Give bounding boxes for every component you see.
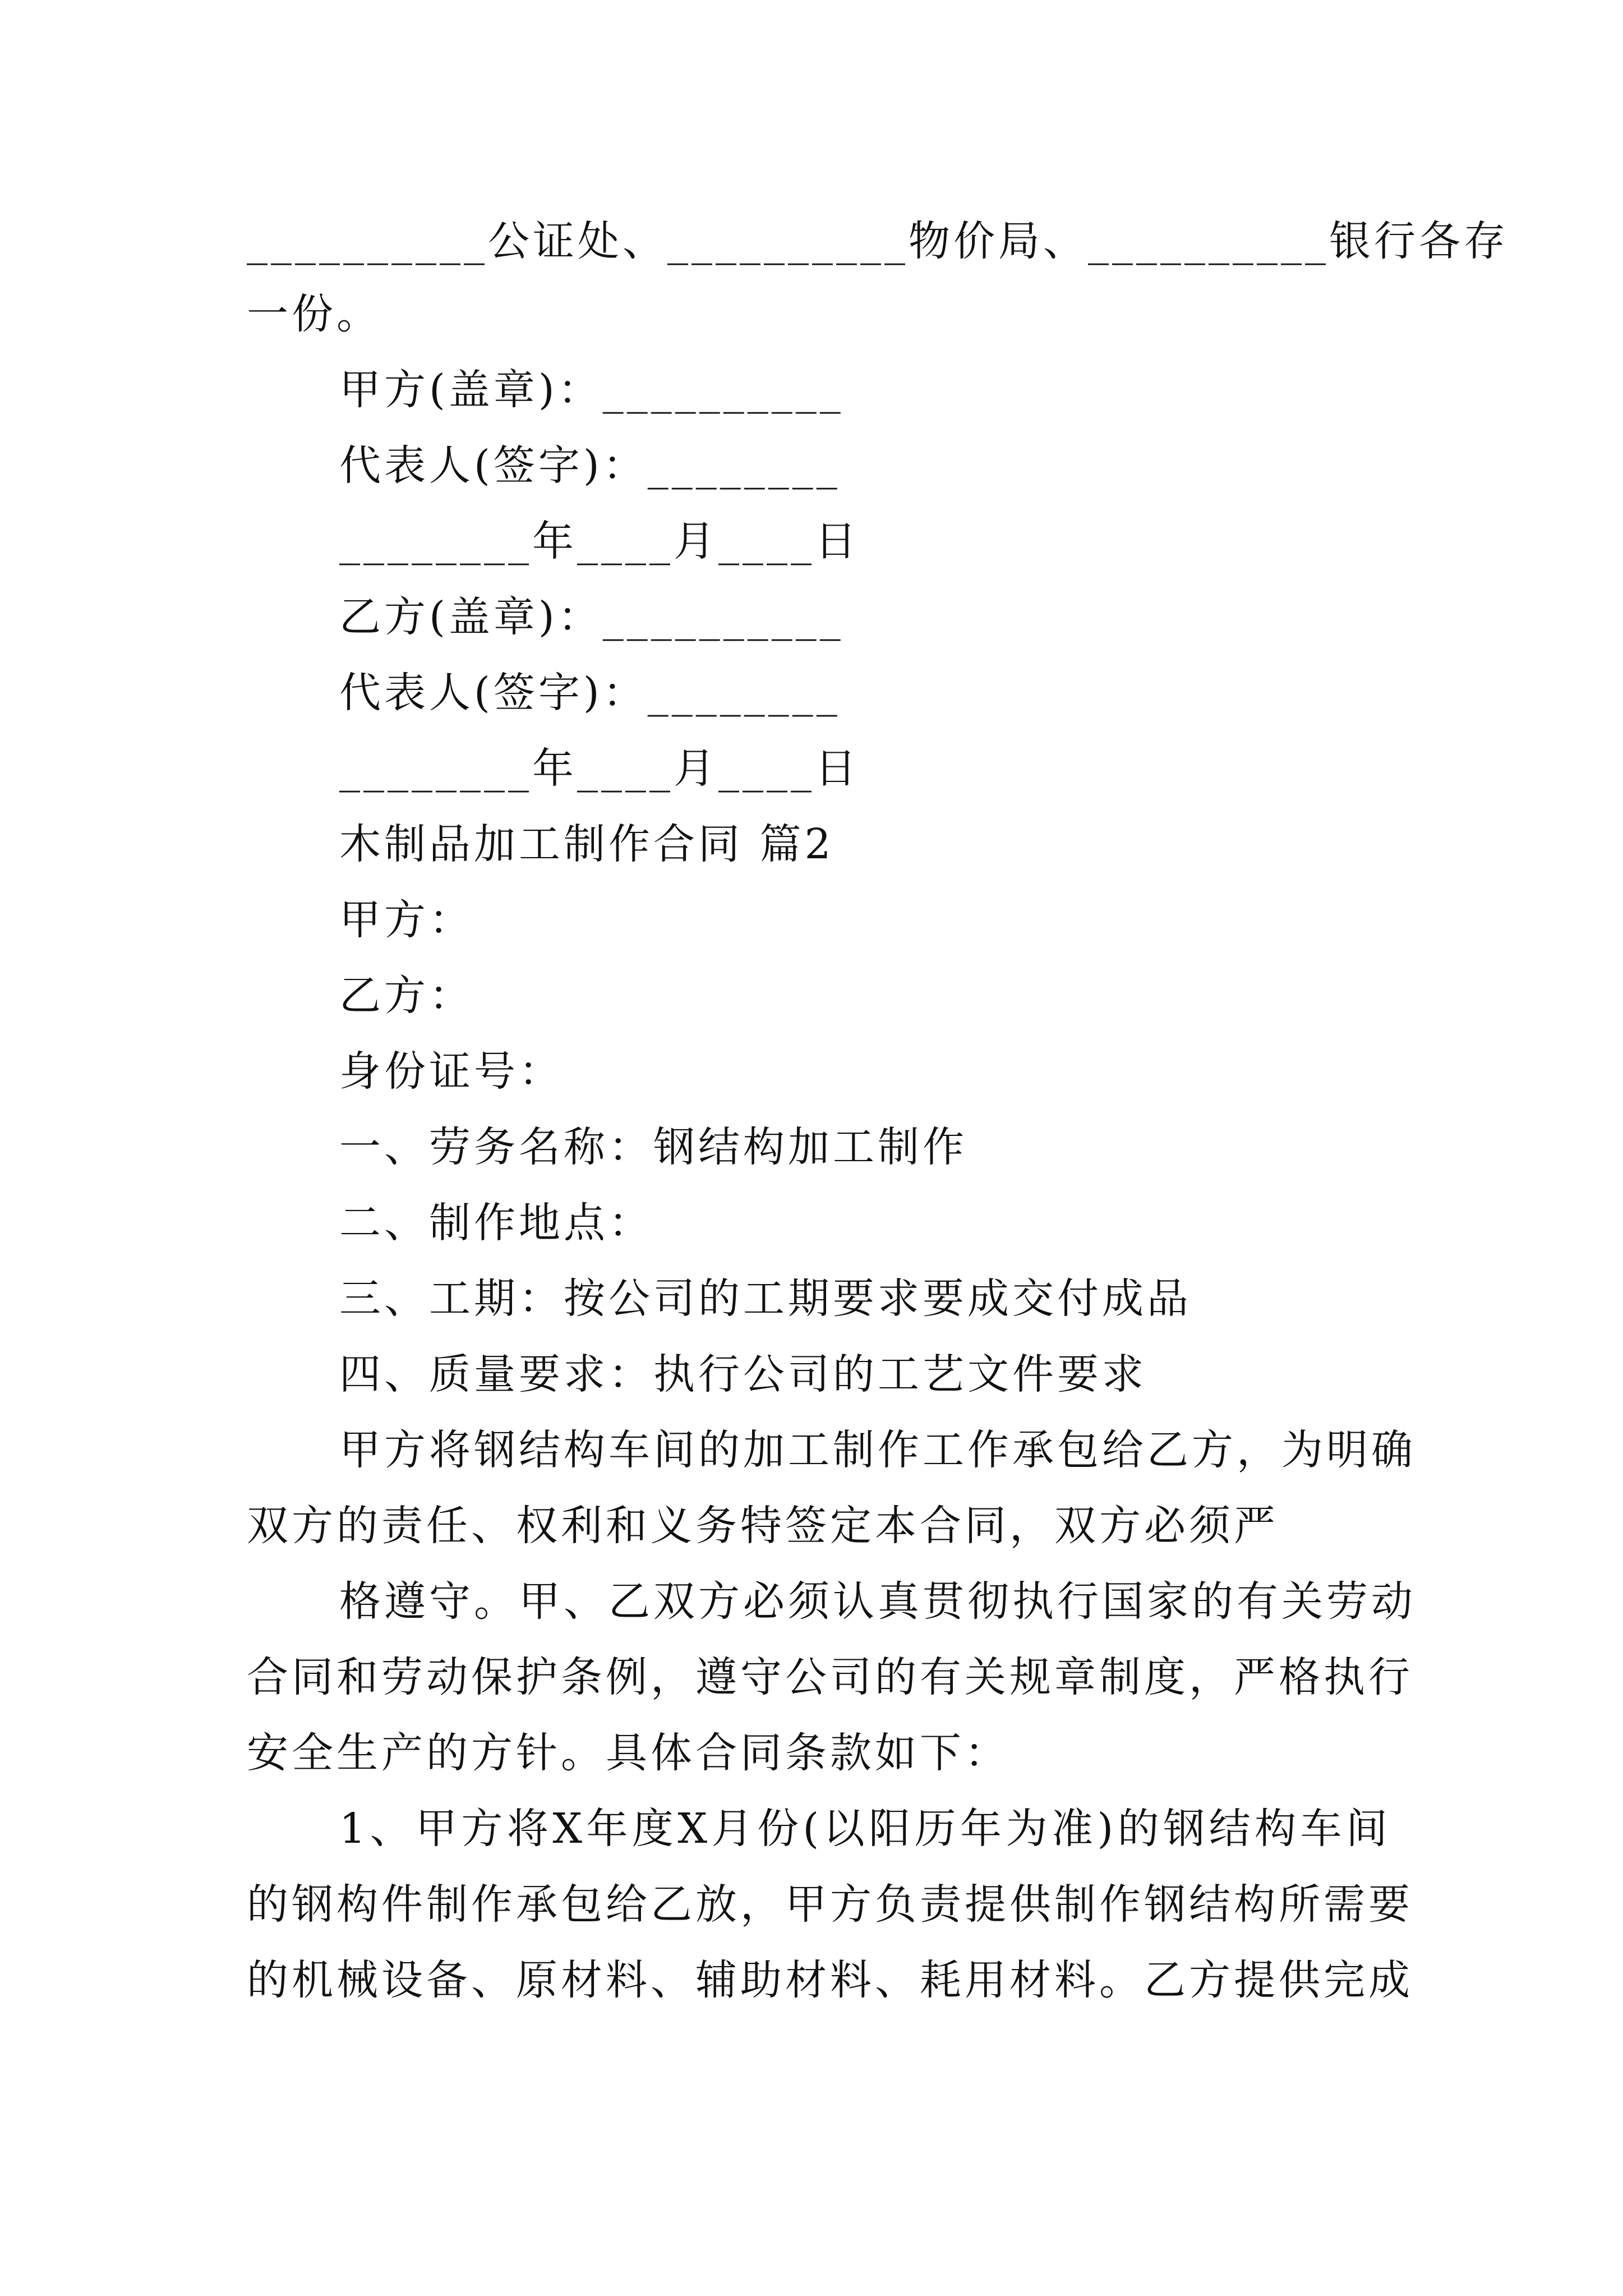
text-line: 一份。 bbox=[247, 290, 381, 338]
clause-1: 一、劳务名称：钢结构加工制作 bbox=[339, 1123, 967, 1171]
field-id-number: 身份证号： bbox=[339, 1047, 564, 1096]
clause-3: 三、工期：按公司的工期要求要成交付成品 bbox=[339, 1274, 1192, 1323]
signature-party-a-seal: 甲方(盖章)：__________ bbox=[339, 366, 844, 414]
paragraph-line: 的钢构件制作承包给乙放，甲方负责提供制作钢结构所需要 bbox=[247, 1880, 1413, 1929]
paragraph-line: 1、甲方将X年度X月份(以阳历年为准)的钢结构车间 bbox=[339, 1805, 1391, 1853]
signature-party-b-representative: 代表人(签字)：________ bbox=[339, 669, 841, 717]
paragraph-line: 格遵守。甲、乙双方必须认真贯彻执行国家的有关劳动 bbox=[339, 1577, 1416, 1626]
signature-party-a-representative: 代表人(签字)：________ bbox=[339, 441, 841, 490]
text-line: __________公证处、__________物价局、__________银行各存 bbox=[247, 217, 1509, 265]
field-party-b: 乙方： bbox=[339, 972, 474, 1020]
signature-party-b-date: ________年____月____日 bbox=[339, 744, 860, 793]
section-title: 木制品加工制作合同 篇2 bbox=[339, 820, 834, 868]
clause-4: 四、质量要求：执行公司的工艺文件要求 bbox=[339, 1350, 1147, 1398]
paragraph-line: 安全生产的方针。具体合同条款如下： bbox=[247, 1729, 1009, 1777]
field-party-a: 甲方： bbox=[339, 896, 474, 944]
paragraph-line: 甲方将钢结构车间的加工制作工作承包给乙方，为明确 bbox=[339, 1426, 1416, 1474]
paragraph-line: 双方的责任、权利和义务特签定本合同，双方必须严 bbox=[247, 1502, 1279, 1550]
signature-party-a-date: ________年____月____日 bbox=[339, 517, 860, 565]
paragraph-line: 合同和劳动保护条例，遵守公司的有关规章制度，严格执行 bbox=[247, 1653, 1413, 1701]
clause-2: 二、制作地点： bbox=[339, 1199, 653, 1247]
signature-party-b-seal: 乙方(盖章)：__________ bbox=[339, 593, 844, 641]
paragraph-line: 的机械设备、原材料、辅助材料、耗用材料。乙方提供完成 bbox=[247, 1956, 1413, 2004]
